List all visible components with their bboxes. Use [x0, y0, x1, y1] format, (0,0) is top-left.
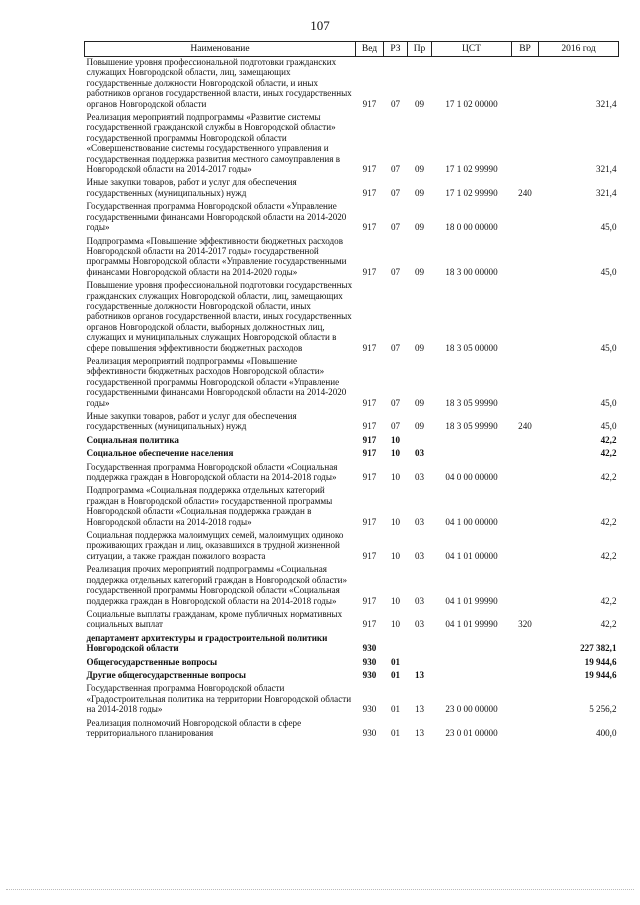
vr-cell	[512, 236, 539, 281]
vr-cell: 240	[518, 187, 532, 198]
ved-cell: 917	[362, 472, 377, 483]
table-row	[85, 411, 619, 435]
table-row	[85, 435, 619, 448]
header-ved: Вед	[356, 42, 384, 57]
name-cell: Реализация мероприятий подпрограммы «Повышение эффективности бюджетных расходов Новгородской области» государственной программы Новгородской области «Управление государственными финансами Новгородской области на 2014-2020 годы»	[86, 355, 347, 408]
pr-cell: 03	[414, 448, 425, 459]
pr-cell: 09	[414, 222, 425, 233]
name-cell: Социальные выплаты гражданам, кроме публичных нормативных социальных выплат	[86, 608, 343, 630]
vr-cell	[512, 57, 539, 113]
table-row	[85, 462, 619, 486]
name-cell: Государственная программа Новгородской области «Социальная поддержка граждан в Новгородской области на 2014-2018 годы»	[86, 461, 338, 483]
cst-cell: 18 3 05 00000	[445, 342, 498, 353]
page-bottom-edge	[6, 889, 634, 892]
cst-cell	[432, 657, 512, 670]
name-cell: Повышение уровня профессиональной подготовки государственных гражданских служащих Новгородской области, лиц, замещающих государственные должности Новгородской области, иных работников органов государственной власти, иных государственных органов Новгородской области, выборных должностных лиц, служащих и муниципальных служащих Новгородской области в сфере повышения эффективности бюджетных расходов	[86, 280, 353, 353]
rz-cell: 07	[390, 266, 401, 277]
rz-cell: 07	[390, 421, 401, 432]
ved-cell: 917	[362, 98, 377, 109]
vr-cell	[512, 448, 539, 461]
vr-cell	[512, 201, 539, 235]
cst-cell: 23 0 00 00000	[445, 704, 498, 715]
pr-cell: 09	[414, 164, 425, 175]
header-amount: 2016 год	[539, 42, 619, 57]
cst-cell: 04 1 00 00000	[445, 516, 498, 527]
cst-cell	[432, 633, 512, 657]
table-row	[85, 485, 619, 530]
rz-cell: 07	[390, 222, 401, 233]
rz-cell: 07	[390, 98, 401, 109]
table-row	[85, 718, 619, 742]
pr-cell: 13	[414, 669, 425, 680]
cst-cell: 17 1 02 99990	[445, 187, 498, 198]
name-cell: Общегосударственные вопросы	[86, 656, 218, 667]
rz-cell: 10	[390, 434, 401, 445]
pr-cell	[408, 633, 432, 657]
amount-cell: 321,4	[596, 164, 617, 175]
amount-cell: 321,4	[596, 187, 617, 198]
ved-cell: 917	[362, 187, 377, 198]
ved-cell: 917	[362, 164, 377, 175]
cst-cell	[432, 435, 512, 448]
pr-cell: 09	[414, 421, 425, 432]
amount-cell: 45,0	[600, 397, 617, 408]
pr-cell: 09	[414, 266, 425, 277]
name-cell: Подпрограмма «Социальная поддержка отдельных категорий граждан в Новгородской области» государственной программы Новгородской области «Социальная поддержка граждан в Новгородской области на 2014-2018 годы»	[86, 485, 333, 527]
ved-cell: 917	[362, 448, 377, 459]
pr-cell: 09	[414, 98, 425, 109]
table-row	[85, 609, 619, 633]
cst-cell: 17 1 02 00000	[445, 98, 498, 109]
vr-cell: 320	[518, 619, 532, 630]
amount-cell: 45,0	[600, 222, 617, 233]
cst-cell: 04 0 00 00000	[445, 472, 498, 483]
name-cell: Социальное обеспечение населения	[86, 448, 234, 459]
cst-cell: 18 3 05 99990	[445, 421, 498, 432]
table-row	[85, 201, 619, 235]
amount-cell: 45,0	[600, 266, 617, 277]
vr-cell	[512, 633, 539, 657]
rz-cell: 01	[390, 656, 401, 667]
amount-cell: 42,2	[600, 595, 617, 606]
amount-cell: 42,2	[600, 448, 617, 459]
page-number: 107	[310, 18, 330, 33]
table-row	[85, 356, 619, 411]
cst-cell: 18 3 00 00000	[445, 266, 498, 277]
vr-cell	[512, 530, 539, 564]
vr-cell	[512, 718, 539, 742]
pr-cell	[408, 657, 432, 670]
ved-cell: 917	[362, 421, 377, 432]
pr-cell: 13	[414, 727, 425, 738]
vr-cell	[512, 435, 539, 448]
amount-cell: 42,2	[600, 516, 617, 527]
table-header-row	[85, 42, 619, 57]
name-cell: Повышение уровня профессиональной подготовки гражданских служащих Новгородской области, лиц, замещающих государственные должности Новгородской области, и иных работников органов государственной власти, иных государственных органов Новгородской области	[86, 57, 352, 109]
pr-cell	[408, 435, 432, 448]
ved-cell: 917	[362, 434, 377, 445]
table-row	[85, 177, 619, 201]
pr-cell: 13	[414, 704, 425, 715]
vr-cell	[512, 683, 539, 717]
rz-cell: 07	[390, 342, 401, 353]
amount-cell: 42,2	[600, 619, 617, 630]
vr-cell	[512, 356, 539, 411]
rz-cell: 01	[390, 669, 401, 680]
amount-cell: 45,0	[600, 342, 617, 353]
budget-table	[84, 41, 619, 741]
rz-cell: 01	[390, 704, 401, 715]
cst-cell: 18 3 05 99990	[445, 397, 498, 408]
pr-cell: 03	[414, 619, 425, 630]
amount-cell: 5 256,2	[589, 704, 617, 715]
header-cst: ЦСТ	[432, 42, 512, 57]
ved-cell: 917	[362, 266, 377, 277]
rz-cell: 10	[390, 619, 401, 630]
pr-cell: 03	[414, 550, 425, 561]
table-row	[85, 670, 619, 683]
pr-cell: 09	[414, 187, 425, 198]
vr-cell	[512, 485, 539, 530]
name-cell: Другие общегосударственные вопросы	[86, 669, 246, 680]
header-rz: РЗ	[384, 42, 408, 57]
rz-cell: 10	[390, 550, 401, 561]
amount-cell: 400,0	[596, 727, 617, 738]
vr-cell: 240	[518, 421, 532, 432]
name-cell: Социальная поддержка малоимущих семей, малоимущих одиноко проживающих граждан и лиц, оказавшихся в трудной жизненной ситуации, а также граждан пожилого возраста	[86, 530, 344, 561]
pr-cell: 03	[414, 472, 425, 483]
ved-cell: 930	[362, 704, 377, 715]
amount-cell: 42,2	[600, 434, 617, 445]
rz-cell	[384, 633, 408, 657]
pr-cell: 03	[414, 516, 425, 527]
cst-cell	[432, 670, 512, 683]
rz-cell: 07	[390, 397, 401, 408]
ved-cell: 917	[362, 550, 377, 561]
table-row	[85, 633, 619, 657]
table-row	[85, 236, 619, 281]
vr-cell	[512, 280, 539, 356]
table-row	[85, 57, 619, 113]
name-cell: Государственная программа Новгородской области «Градостроительная политика на территории Новгородской области на 2014-2018 годы»	[86, 683, 352, 715]
name-cell: Реализация прочих мероприятий подпрограммы «Социальная поддержка отдельных категорий граждан в Новгородской области» государственной программы Новгородской области «Социальная поддержка граждан в Новгородской области на 2014-2018 годы»	[86, 564, 347, 606]
cst-cell: 04 1 01 99990	[445, 595, 498, 606]
table-row	[85, 564, 619, 609]
pr-cell: 09	[414, 397, 425, 408]
amount-cell: 227 382,1	[580, 643, 617, 654]
amount-cell: 45,0	[600, 421, 617, 432]
ved-cell: 917	[362, 397, 377, 408]
amount-cell: 19 944,6	[584, 669, 617, 680]
header-pr: Пр	[408, 42, 432, 57]
rz-cell: 10	[390, 472, 401, 483]
table-row	[85, 530, 619, 564]
vr-cell	[512, 462, 539, 486]
ved-cell: 917	[362, 342, 377, 353]
rz-cell: 10	[390, 516, 401, 527]
vr-cell	[512, 670, 539, 683]
name-cell: Иные закупки товаров, работ и услуг для обеспечения государственных (муниципальных) нужд	[86, 411, 297, 432]
name-cell: департамент архитектуры и градостроительной политики Новгородской области	[86, 632, 328, 654]
vr-cell	[512, 657, 539, 670]
rz-cell: 10	[390, 448, 401, 459]
name-cell: Государственная программа Новгородской области «Управление государственными финансами Новгородской области на 2014-2020 годы»	[86, 201, 347, 233]
name-cell: Подпрограмма «Повышение эффективности бюджетных расходов Новгородской области на 2014-2017 годы» государственной программы Новгородской области «Управление государственными финансами Новгородской области на 2014-2020 годы»	[86, 235, 347, 277]
ved-cell: 917	[362, 516, 377, 527]
cst-cell: 04 1 01 00000	[445, 550, 498, 561]
vr-cell	[512, 564, 539, 609]
header-vr: ВР	[512, 42, 539, 57]
ved-cell: 930	[362, 669, 377, 680]
table-row	[85, 448, 619, 461]
amount-cell: 19 944,6	[584, 656, 617, 667]
amount-cell: 42,2	[600, 472, 617, 483]
pr-cell: 09	[414, 342, 425, 353]
name-cell: Реализация мероприятий подпрограммы «Развитие системы государственной гражданской службы в Новгородской области» государственной программы Новгородской области «Совершенствование системы государственного управления и государственная поддержка развития местного самоуправления в Новгородской области на 2014-2017 годы»	[86, 112, 341, 175]
cst-cell: 18 0 00 00000	[445, 222, 498, 233]
rz-cell: 07	[390, 164, 401, 175]
amount-cell: 42,2	[600, 550, 617, 561]
pr-cell: 03	[414, 595, 425, 606]
rz-cell: 07	[390, 187, 401, 198]
ved-cell: 930	[362, 727, 377, 738]
rz-cell: 10	[390, 595, 401, 606]
cst-cell: 17 1 02 99990	[445, 164, 498, 175]
table-row	[85, 683, 619, 717]
ved-cell: 930	[362, 643, 377, 654]
header-name: Наименование	[85, 42, 356, 57]
rz-cell: 01	[390, 727, 401, 738]
cst-cell: 23 0 01 00000	[445, 727, 498, 738]
name-cell: Социальная политика	[86, 434, 179, 445]
table-body	[85, 57, 619, 742]
ved-cell: 917	[362, 619, 377, 630]
name-cell: Реализация полномочий Новгородской области в сфере территориального планирования	[86, 717, 302, 738]
ved-cell: 917	[362, 222, 377, 233]
table-row	[85, 112, 619, 177]
name-cell: Иные закупки товаров, работ и услуг для обеспечения государственных (муниципальных) нужд	[86, 177, 297, 198]
cst-cell: 04 1 01 99990	[445, 619, 498, 630]
cst-cell	[432, 448, 512, 461]
table-row	[85, 280, 619, 356]
amount-cell: 321,4	[596, 98, 617, 109]
table-row	[85, 657, 619, 670]
ved-cell: 930	[362, 656, 377, 667]
vr-cell	[512, 112, 539, 177]
ved-cell: 917	[362, 595, 377, 606]
